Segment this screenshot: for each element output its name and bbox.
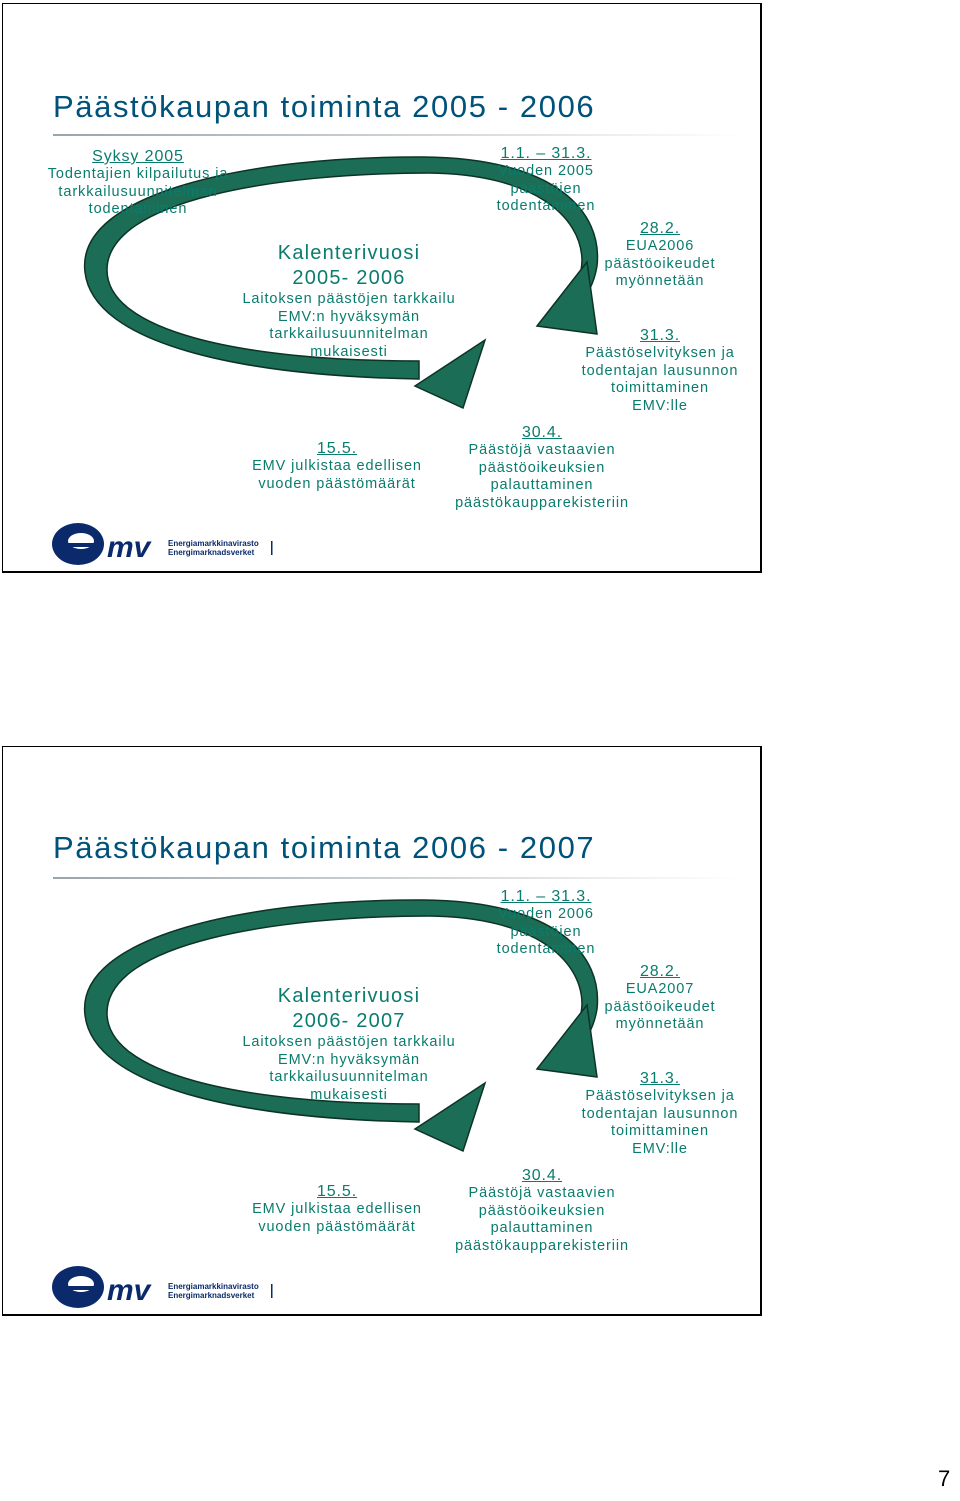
calendar-line: EMV:n hyväksymän [278, 1051, 420, 1068]
step-line: Vuoden 2005 [498, 163, 594, 179]
step-line: päästökaupparekisteriin [455, 494, 629, 511]
step-line: EMV:lle [632, 1140, 688, 1157]
step-line: päästöoikeudet [604, 998, 716, 1015]
step-line: päästökaupparekisteriin [455, 1237, 629, 1254]
calendar-line: mukaisesti [310, 1086, 388, 1103]
calendar-years: 2005- 2006 [292, 267, 406, 289]
step-line: palauttaminen [490, 1220, 594, 1237]
step-line: päästöoikeuksien [478, 1202, 606, 1219]
step-line: todentaminen [496, 198, 596, 215]
allowance-step [585, 219, 735, 291]
step-date: 28.2. [639, 220, 681, 237]
step-date: 28.2. [639, 963, 681, 980]
step-line: vuoden päästömäärät [258, 1218, 416, 1235]
step-line: palauttaminen [490, 477, 594, 494]
step-date: 31.3. [639, 327, 681, 344]
step-line: Päästöjä vastaavien [468, 442, 616, 458]
calendar-years: 2006- 2007 [292, 1010, 406, 1032]
step-date: 30.4. [521, 424, 563, 441]
report-step [567, 326, 753, 415]
calendar-line: mukaisesti [310, 343, 388, 360]
step-line: päästöoikeuksien [478, 459, 606, 476]
step-date: 1.1. – 31.3. [500, 145, 592, 162]
step-line: EUA2006 [625, 238, 695, 254]
step-line: Päästöselvityksen ja [585, 1088, 735, 1104]
page-number: 7 [938, 1466, 951, 1491]
calendar-heading: Kalenterivuosi [277, 242, 421, 264]
step-line: todentajan lausunnon [581, 1105, 739, 1122]
autumn-2005-note [35, 147, 241, 219]
step-line: päästöoikeudet [604, 255, 716, 272]
autumn-heading: Syksy 2005 [92, 148, 184, 165]
calendar-line: EMV:n hyväksymän [278, 308, 420, 325]
slide-2006-2007 [2, 746, 762, 1316]
logo-name-sv: Energimarknadsverket [168, 548, 255, 557]
autumn-line: tarkkailusuunnitelman [58, 183, 218, 200]
step-line: EMV julkistaa edellisen [252, 458, 422, 474]
verification-step [471, 887, 621, 959]
step-line: vuoden päästömäärät [258, 475, 416, 492]
calendar-line: tarkkailusuunnitelman [269, 326, 429, 343]
step-line: todentaminen [496, 941, 596, 958]
slide-2005-2006 [2, 3, 762, 573]
calendar-line: tarkkailusuunnitelman [269, 1069, 429, 1086]
verification-step [471, 144, 621, 216]
step-line: toimittaminen [611, 1123, 709, 1140]
step-date: 1.1. – 31.3. [500, 888, 592, 905]
step-line: päästöjen [510, 180, 582, 197]
calendar-heading: Kalenterivuosi [277, 985, 421, 1007]
calendar-year-block [223, 241, 475, 361]
calendar-line: Laitoksen päästöjen tarkkailu [242, 291, 456, 307]
allowance-step [585, 962, 735, 1034]
svg-text:mv: mv [107, 531, 151, 564]
calendar-year-block [223, 984, 475, 1104]
step-line: Vuoden 2006 [498, 906, 594, 922]
step-line: EUA2007 [625, 981, 695, 997]
step-line: EMV:lle [632, 397, 688, 414]
calendar-line: Laitoksen päästöjen tarkkailu [242, 1034, 456, 1050]
emv-logo [51, 1262, 291, 1312]
step-line: päästöjen [510, 923, 582, 940]
step-date: 15.5. [316, 1183, 358, 1200]
step-line: myönnetään [615, 273, 705, 290]
publish-step [239, 439, 435, 493]
slide-title: Päästökaupan toiminta 2006 - 2007 [53, 830, 596, 865]
step-date: 31.3. [639, 1070, 681, 1087]
publish-step [239, 1182, 435, 1236]
emv-logo [51, 519, 291, 569]
logo-name-sv: Energimarknadsverket [168, 1291, 255, 1300]
step-date: 15.5. [316, 440, 358, 457]
autumn-line: todentaminen [88, 201, 188, 218]
step-line: EMV julkistaa edellisen [252, 1201, 422, 1217]
return-step [435, 1166, 649, 1255]
report-step [567, 1069, 753, 1158]
return-step [435, 423, 649, 512]
slide-title: Päästökaupan toiminta 2005 - 2006 [53, 89, 596, 124]
logo-name-fi: Energiamarkkinavirasto [168, 539, 259, 548]
step-line: todentajan lausunnon [581, 362, 739, 379]
autumn-line: Todentajien kilpailutus ja [47, 166, 229, 182]
step-line: Päästöjä vastaavien [468, 1185, 616, 1201]
step-line: Päästöselvityksen ja [585, 345, 735, 361]
step-line: toimittaminen [611, 380, 709, 397]
step-date: 30.4. [521, 1167, 563, 1184]
logo-name-fi: Energiamarkkinavirasto [168, 1282, 259, 1291]
step-line: myönnetään [615, 1016, 705, 1033]
svg-text:mv: mv [107, 1274, 151, 1307]
